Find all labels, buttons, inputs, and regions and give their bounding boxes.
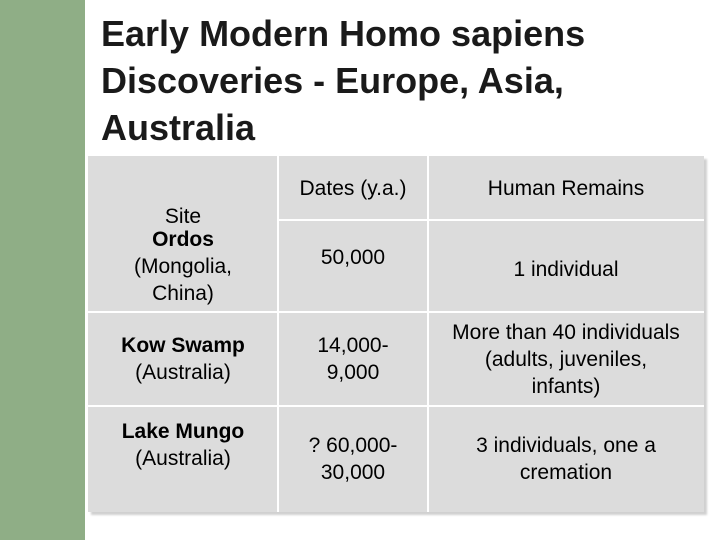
title-line-3: Australia [101, 107, 256, 148]
row-kow-swamp-remains [428, 312, 704, 406]
row-kow-swamp-site [88, 312, 278, 406]
site-name-kow-swamp: Kow Swamp [121, 334, 245, 357]
dates-ordos-1: 50,000 [320, 245, 386, 269]
title-line-1: Early Modern Homo sapiens [101, 13, 586, 54]
remains-ordos-1: 1 individual [513, 257, 619, 281]
column-divider [427, 156, 429, 512]
remains-kow-swamp-3: infants) [531, 374, 601, 398]
header-remains [428, 156, 704, 220]
header-dates-label: Dates (y.a.) [299, 176, 407, 200]
site-region-lake-mungo-1: (Australia) [135, 447, 231, 470]
row-lake-mungo-remains [428, 406, 704, 512]
remains-kow-swamp-1: More than 40 individuals [452, 320, 680, 344]
discoveries-table [88, 156, 704, 512]
dates-kow-swamp-1: 14,000- [317, 334, 389, 357]
row-divider [88, 405, 704, 407]
row-ordos-site [88, 226, 278, 312]
header-dates [278, 156, 428, 220]
site-region-kow-swamp-1: (Australia) [135, 361, 231, 384]
remains-lake-mungo-2: cremation [519, 461, 613, 484]
dates-lake-mungo-2: 30,000 [320, 461, 386, 484]
dates-kow-swamp-2: 9,000 [326, 361, 380, 384]
row-ordos-dates [278, 230, 428, 284]
site-name-lake-mungo: Lake Mungo [121, 420, 245, 443]
row-lake-mungo-dates [278, 406, 428, 512]
site-region-ordos-1: (Mongolia, [133, 255, 233, 278]
site-region-ordos-2: China) [152, 282, 214, 305]
header-site-label: Site [164, 205, 202, 228]
header-site [88, 156, 278, 230]
row-lake-mungo-site [88, 406, 278, 490]
slide-sidebar-accent [0, 0, 85, 540]
header-remains-label: Human Remains [487, 176, 645, 200]
row-ordos-remains [428, 240, 704, 298]
remains-lake-mungo-1: 3 individuals, one a [476, 434, 656, 457]
remains-kow-swamp-2: (adults, juveniles, [484, 347, 648, 371]
dates-lake-mungo-1: ? 60,000- [308, 434, 398, 457]
row-divider [278, 219, 704, 221]
title-line-2: Discoveries - Europe, Asia, [101, 60, 564, 101]
row-kow-swamp-dates [278, 312, 428, 406]
slide-title [101, 10, 701, 151]
site-name-ordos: Ordos [152, 228, 214, 251]
column-divider [277, 156, 279, 512]
row-divider [88, 311, 704, 313]
